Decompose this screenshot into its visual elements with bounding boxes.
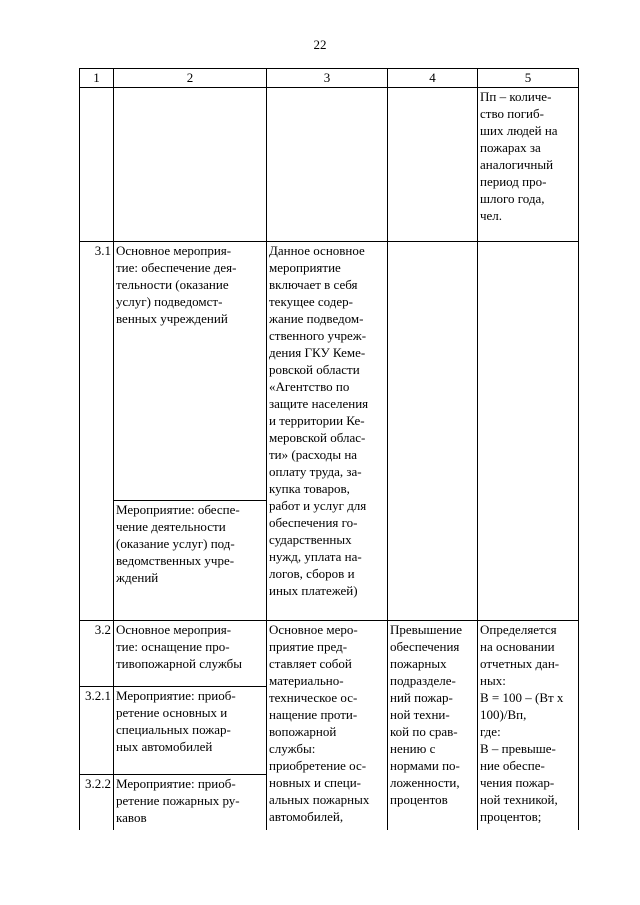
row-description: Данное основное мероприятие включает в себя текущее содер- жание подведом- ственного учреж- дения ГКУ Кеме- ровской области «Агентство по защите населения и территории Ке- меровской облас- ти» (расходы на оплату труда, за- купка товаров, работ и услуг для обеспечения го- сударственных нужд, уплата на- логов, сборов и иных платежей)	[267, 242, 388, 621]
column-header-2: 2	[114, 69, 267, 88]
continuation-cell-4	[388, 88, 478, 242]
continuation-cell-1	[80, 88, 114, 242]
row-method: Определяется на основании отчетных дан- ных: В = 100 – (Вт х 100)/Вп, где: В – превыше- ние обеспе- чения пожар- ной техникой, процентов;	[478, 621, 579, 830]
table-row-3-2	[80, 621, 579, 687]
column-header-4: 4	[388, 69, 478, 88]
continuation-formula-text: Пп – количе- ство погиб- ших людей на пожарах за аналогичный период про- шлого года, чел.	[478, 88, 579, 242]
row-indicator: Превышение обеспечения пожарных подразделе- ний пожар- ной техни- кой по срав- нению с нормами по- ложенности, процентов	[388, 621, 478, 830]
row-name: Основное мероприя- тие: оснащение про- тивопожарной службы	[114, 621, 267, 687]
row-description: Основное меро- приятие пред- ставляет собой материально- техническое ос- нащение проти- вопожарной службы: приобретение ос- новных и специ- альных пожарных автомобилей,	[267, 621, 388, 830]
row-name: Мероприятие: приоб- ретение пожарных ру- кавов	[114, 775, 267, 830]
row-number: 3.1	[80, 242, 114, 621]
continuation-cell-2	[114, 88, 267, 242]
program-table	[79, 68, 579, 830]
column-header-1: 1	[80, 69, 114, 88]
row-number: 3.2	[80, 621, 114, 687]
table-header-row	[80, 69, 579, 88]
row-indicator	[388, 242, 478, 621]
page-number: 22	[313, 37, 327, 52]
row-name: Мероприятие: приоб- ретение основных и специальных пожар- ных автомобилей	[114, 687, 267, 775]
row-method	[478, 242, 579, 621]
column-header-3: 3	[267, 69, 388, 88]
row-name: Основное мероприя- тие: обеспечение дея- тельности (оказание услуг) подведомст- венных учреждений	[114, 242, 267, 501]
table-row-3-1	[80, 242, 579, 501]
row-number: 3.2.1	[80, 687, 114, 775]
row-subitem-name: Мероприятие: обеспе- чение деятельности (оказание услуг) под- ведомственных учре- ждений	[114, 501, 267, 621]
continuation-cell-3	[267, 88, 388, 242]
row-number: 3.2.2	[80, 775, 114, 830]
table-row-continuation	[80, 88, 579, 242]
column-header-5: 5	[478, 69, 579, 88]
